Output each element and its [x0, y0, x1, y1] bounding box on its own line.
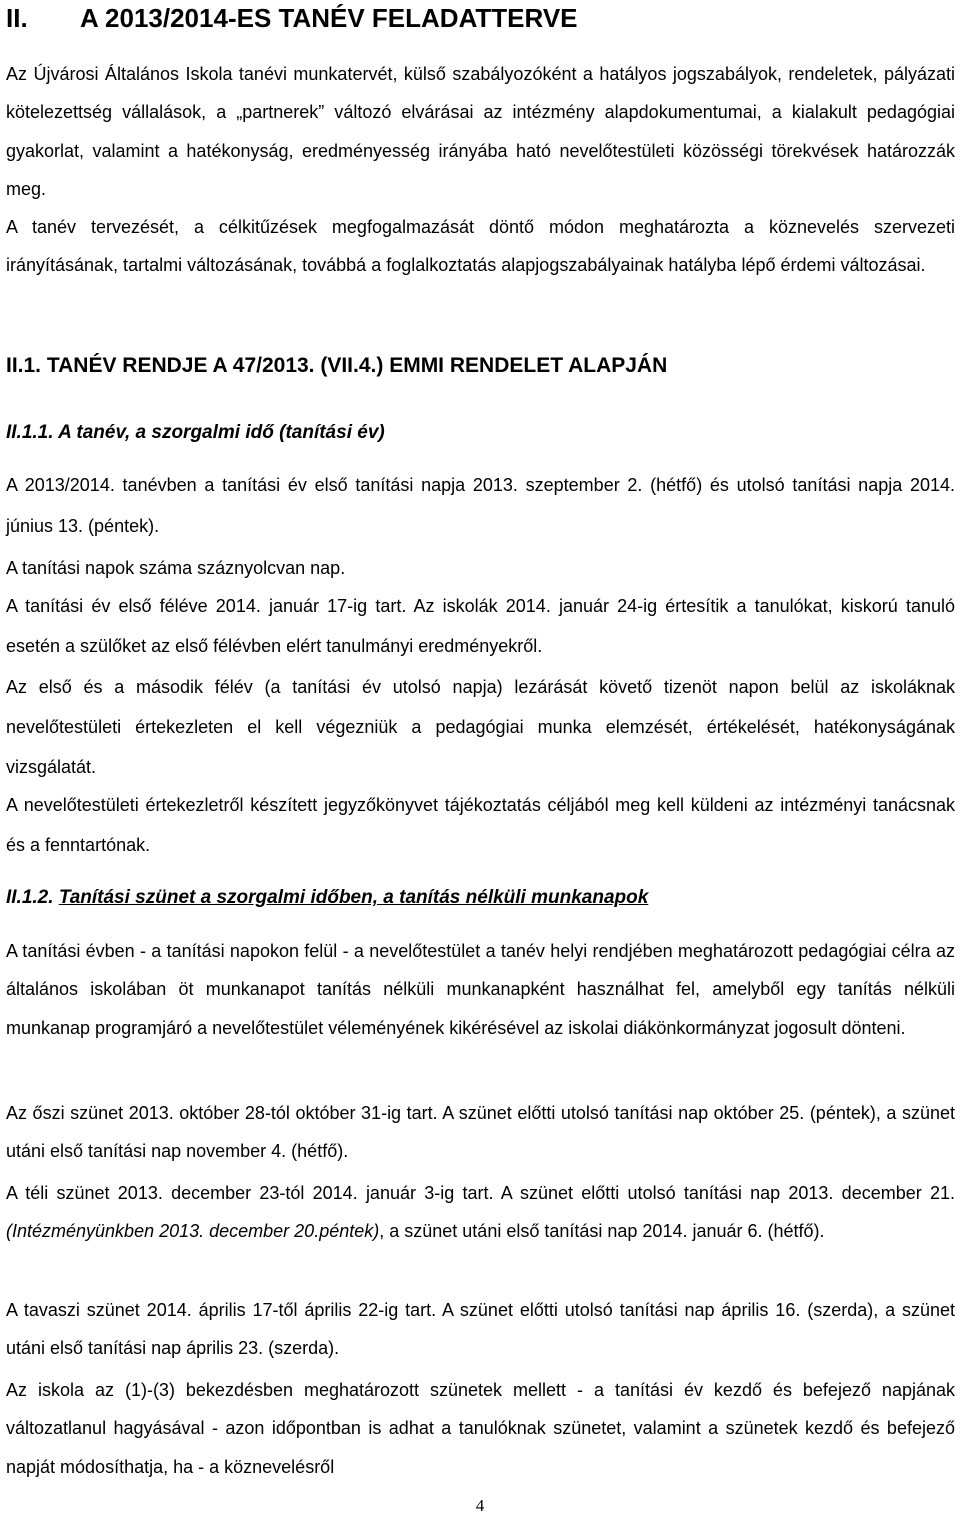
- paragraph-jegyzokonyv: A nevelőtestületi értekezletről készített jegyzőkönyvet tájékoztatás céljából meg kell küldeni az intézményi tanácsnak és a fenntartónak.: [6, 795, 955, 855]
- document-page: [6, 0, 955, 1517]
- paragraph-oszi-szunet: Az őszi szünet 2013. október 28-tól október 31-ig tart. A szünet előtti utolsó tanítási nap október 25. (péntek), a szünet utáni első tanítási nap november 4. (hétfő).: [6, 1103, 955, 1162]
- teli-szunet-text-b: , a szünet utáni első tanítási nap 2014. január 6. (hétfő).: [379, 1221, 825, 1242]
- subsection-heading-tanitasi-szunet: [6, 884, 648, 912]
- section-heading-tanev-rendje: II.1. TANÉV RENDJE A 47/2013. (VII.4.) EMMI RENDELET ALAPJÁN: [6, 354, 668, 377]
- intro-paragraph-1: Az Újvárosi Általános Iskola tanévi munkatervét, külső szabályozóként a hatályos jogszabályok, rendeletek, pályázati kötelezettség vállalások, a „partnerek” változó elvárásai az intézmény alapdokumentumai, a kialakult pedagógiai gyakorlat, valamint a hatékonyság, eredményesség irányába ható nevelőtestületi közösségi törekvések határozzák meg.: [6, 64, 955, 199]
- intro-paragraph-2: A tanév tervezését, a célkitűzések megfogalmazását döntő módon meghatározta a köznevelés szervezeti irányításának, tartalmi változásának, továbbá a foglalkoztatás alapjogszabályainak hatályba lépő érdemi változásai.: [6, 217, 955, 276]
- paragraph-tanitasi-napok: A tanítási napok száma száznyolcvan nap.: [6, 558, 346, 578]
- chapter-heading: [6, 2, 578, 34]
- subsection-number: II.1.2.: [6, 887, 54, 908]
- chapter-number: II.: [6, 3, 28, 33]
- paragraph-tavaszi-szunet: A tavaszi szünet 2014. április 17-től április 22-ig tart. A szünet előtti utolsó tanítási nap április 16. (szerda), a szünet utáni első tanítási nap április 23. (szerda).: [6, 1300, 955, 1359]
- paragraph-teli-szunet: [6, 1174, 955, 1251]
- paragraph-felev-lezarasa: Az első és a második félév (a tanítási év utolsó napja) lezárását követő tizenöt napon belül az iskoláknak nevelőtestületi értekezleten el kell végezniük a pedagógiai munka elemzését, értékelését, hatékonyságának vizsgálatát.: [6, 677, 955, 777]
- subsection-heading-szorgalmi-ido: II.1.1. A tanév, a szorgalmi idő (tanítási év): [6, 422, 385, 443]
- paragraph-szunet-modositas: Az iskola az (1)-(3) bekezdésben meghatározott szünetek mellett - a tanítási év kezdő és befejező napjának változatlanul hagyásával - azon időpontban is adhat a tanulóknak szünetet, valamint a szünetek kezdő és befejező napját módosíthatja, ha - a köznevelésről: [6, 1380, 955, 1477]
- paragraph-tanitas-nelkuli-munkanapok: A tanítási évben - a tanítási napokon felül - a nevelőtestület a tanév helyi rendjében meghatározott pedagógiai célra az általános iskolában öt munkanapot tanítás nélküli munkanapként használhat fel, amelyből egy tanítás nélküli munkanap programjáró a nevelőtestület véleményének kikérésével az iskolai diákönkormányzat jogosult dönteni.: [6, 941, 955, 1038]
- subsection-title: Tanítási szünet a szorgalmi időben, a tanítás nélküli munkanapok: [58, 887, 649, 908]
- paragraph-elso-felev: A tanítási év első féléve 2014. január 17-ig tart. Az iskolák 2014. január 24-ig értesítik a tanulókat, kiskorú tanuló esetén a szülőket az első félévben elért tanulmányi eredményekről.: [6, 596, 955, 656]
- paragraph-tanitasi-ev: A 2013/2014. tanévben a tanítási év első tanítási napja 2013. szeptember 2. (hétfő) és utolsó tanítási napja 2014. június 13. (péntek).: [6, 475, 955, 536]
- teli-szunet-text-a: A téli szünet 2013. december 23-tól 2014. január 3-ig tart. A szünet előtti utolsó tanítási nap 2013. december 21.: [6, 1183, 955, 1203]
- teli-szunet-intezmenyi-megjegyzes: (Intézményünkben 2013. december 20.péntek): [6, 1221, 380, 1242]
- chapter-title: A 2013/2014-ES TANÉV FELADATTERVE: [80, 3, 578, 33]
- page-number: 4: [475, 1496, 485, 1515]
